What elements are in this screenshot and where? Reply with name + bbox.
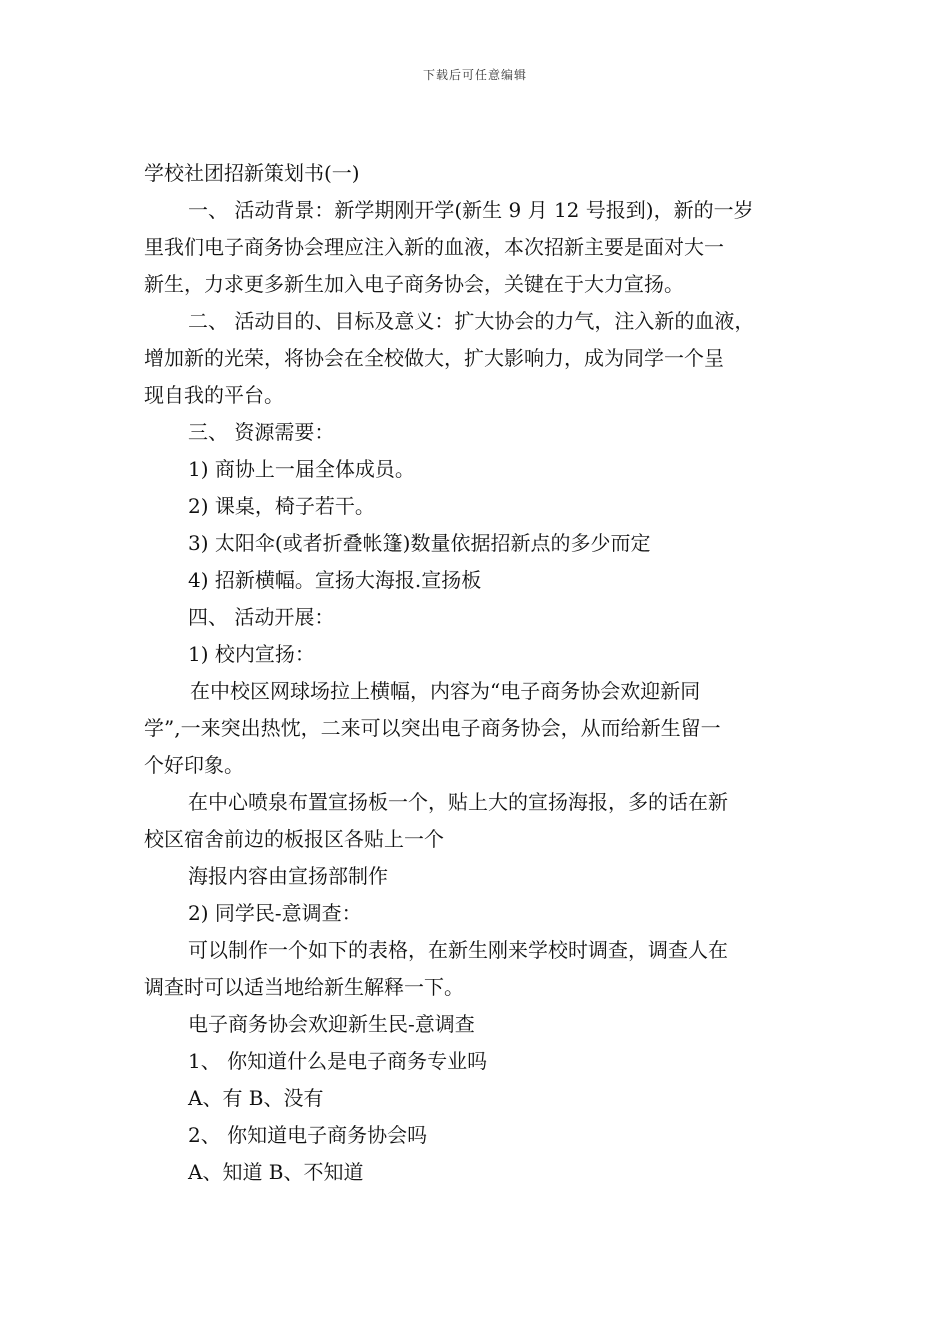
survey-options: A、知道 B、不知道 <box>188 1160 364 1184</box>
resource-item: 1) 商协上一届全体成员。 <box>188 457 415 481</box>
section-4-heading: 四、 活动开展： <box>188 605 335 629</box>
subsection-heading: 1) 校内宣扬： <box>188 642 315 666</box>
section-1-heading: 一、 活动背景：新学期刚开学(新生 9 月 12 号报到)，新的一岁 <box>188 198 754 222</box>
paragraph-text: 调查时可以适当地给新生解释一下。 <box>144 975 464 999</box>
document-title: 学校社团招新策划书(一) <box>144 161 360 185</box>
paragraph-text: 个好印象。 <box>144 753 244 777</box>
paragraph-text: 在中心喷泉布置宣扬板一个，贴上大的宣扬海报，多的话在新 <box>188 790 728 814</box>
document-body <box>144 155 812 1191</box>
survey-question: 2、 你知道电子商务协会吗 <box>188 1123 428 1147</box>
subsection-heading: 2) 同学民-意调查： <box>188 901 362 925</box>
resource-item: 3) 太阳伞(或者折叠帐篷)数量依据招新点的多少而定 <box>188 531 651 555</box>
resource-item: 2) 课桌，椅子若干。 <box>188 494 375 518</box>
paragraph-text: 海报内容由宣扬部制作 <box>188 864 388 888</box>
paragraph-text: 学”,一来突出热忱，二来可以突出电子商务协会，从而给新生留一 <box>144 716 721 740</box>
survey-question: 1、 你知道什么是电子商务专业吗 <box>188 1049 488 1073</box>
survey-options: A、有 B、没有 <box>188 1086 324 1110</box>
paragraph-text: 校区宿舍前边的板报区各贴上一个 <box>144 827 444 851</box>
resource-item: 4) 招新横幅。宣扬大海报.宣扬板 <box>188 568 482 592</box>
section-1-text: 新生，力求更多新生加入电子商务协会，关键在于大力宣扬。 <box>144 272 684 296</box>
section-2-text: 增加新的光荣，将协会在全校做大，扩大影响力，成为同学一个呈 <box>144 346 724 370</box>
survey-title: 电子商务协会欢迎新生民-意调查 <box>188 1012 475 1036</box>
section-1-text: 里我们电子商务协会理应注入新的血液，本次招新主要是面对大一 <box>144 235 724 259</box>
page-header-note: 下载后可任意编辑 <box>422 68 527 82</box>
section-2-text: 现自我的平台。 <box>144 383 284 407</box>
paragraph-text: 可以制作一个如下的表格，在新生刚来学校时调查，调查人在 <box>188 938 728 962</box>
section-3-heading: 三、 资源需要： <box>188 420 335 444</box>
paragraph-text: 在中校区网球场拉上横幅，内容为“电子商务协会欢迎新同 <box>190 679 701 703</box>
section-2-heading: 二、 活动目的、目标及意义：扩大协会的力气，注入新的血液， <box>188 309 755 333</box>
